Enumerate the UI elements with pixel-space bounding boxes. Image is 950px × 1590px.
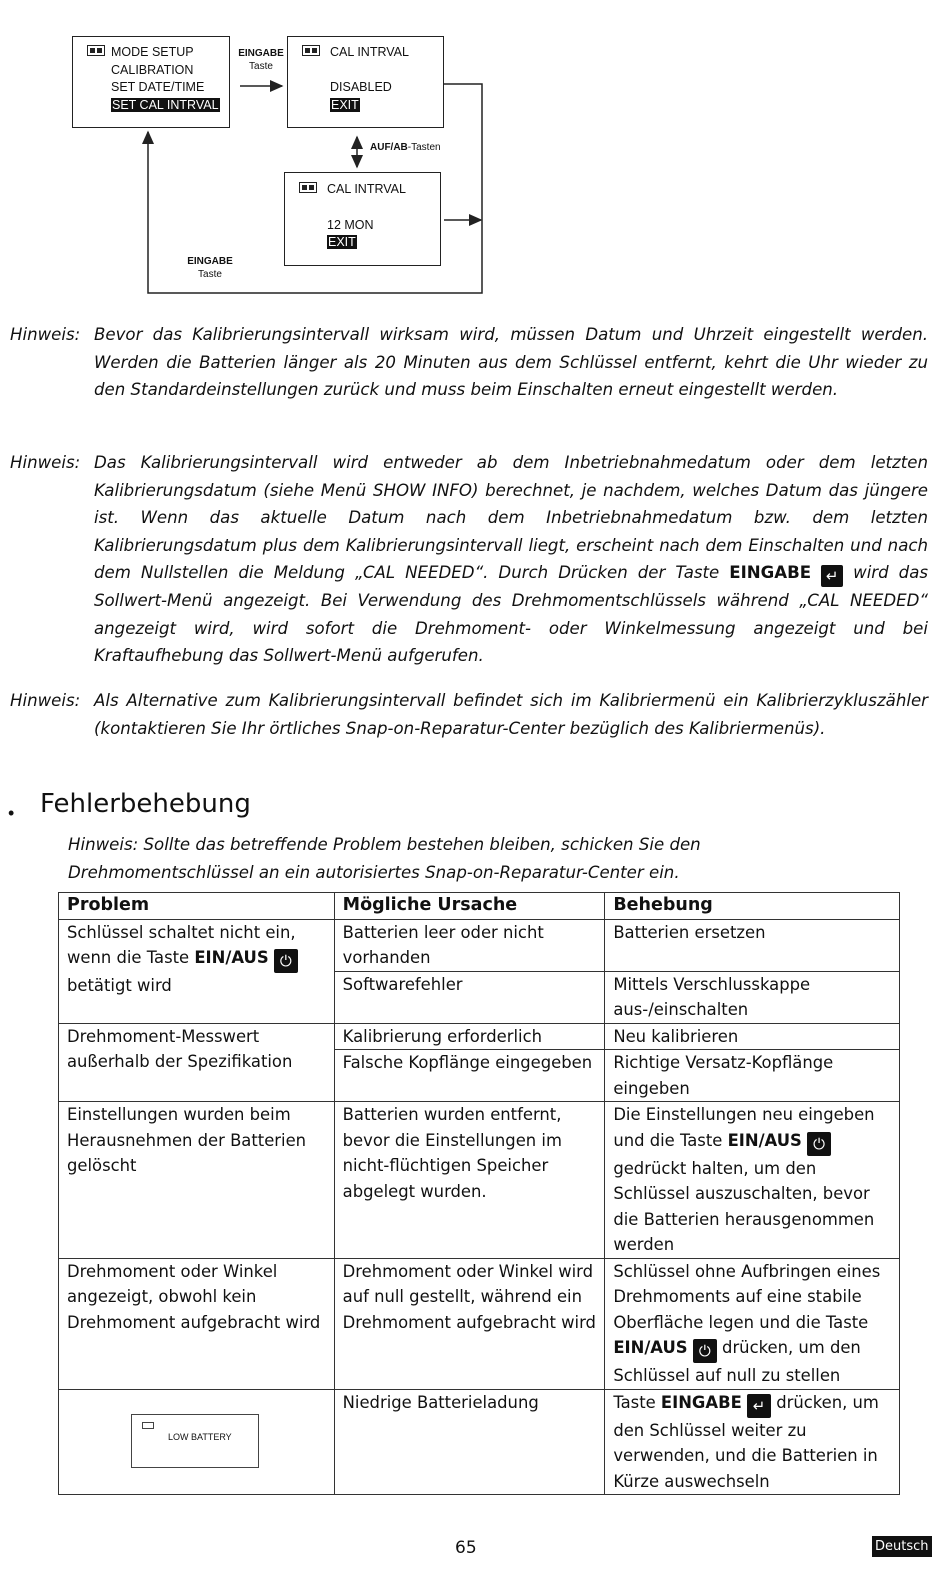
note-head: Hinweis: <box>10 691 81 710</box>
header-cell: Problem <box>59 893 335 920</box>
power-icon: ⏻ <box>693 1339 717 1363</box>
low-battery-screen <box>131 1414 259 1468</box>
problem-cell: Drehmoment-Messwert außerhalb der Spezifikation <box>59 1023 335 1102</box>
battery-icon <box>87 45 105 56</box>
battery-icon <box>302 45 320 56</box>
table-row <box>59 1023 900 1050</box>
cause-cell: Softwarefehler <box>334 971 605 1023</box>
cause-cell: Niedrige Batterieladung <box>334 1389 605 1495</box>
cause-cell: Batterien wurden entfernt, bevor die Einstellungen im nicht-flüchtigen Speicher abgelegt wurden. <box>334 1102 605 1259</box>
table-row <box>59 1389 900 1495</box>
note-text: Bevor das Kalibrierungsintervall wirksam wird, müssen Datum und Uhrzeit eingestellt werden. Werden die Batterien länger als 20 Minuten aus dem Schlüssel entfernt, kehrt die Uhr wieder zu den Standardeinstellungen zurück und muss beim Einschalten erneut eingestellt werden. <box>94 325 928 399</box>
enter-icon: ↵ <box>821 565 843 587</box>
fix-cell: Die Einstellungen neu eingeben und die Taste EIN/AUS ⏻ gedrückt halten, um den Schlüssel auszuschalten, bevor die Batterien herausgenommen werden <box>605 1102 900 1259</box>
problem-cell: Schlüssel schaltet nicht ein, wenn die Taste EIN/AUS ⏻ betätigt wird <box>59 919 335 1023</box>
enter-icon: ↵ <box>747 1394 771 1418</box>
cause-cell: Kalibrierung erforderlich <box>334 1023 605 1050</box>
key-name: EIN/AUS <box>727 1130 802 1150</box>
table-row <box>59 1102 900 1259</box>
table-row <box>59 1258 900 1389</box>
header-cell: Behebung <box>605 893 900 920</box>
page-number: 65 <box>455 1538 477 1558</box>
language-tab: Deutsch <box>872 1536 932 1557</box>
note-1 <box>10 321 928 404</box>
menu-line: SET DATE/TIME <box>111 80 205 94</box>
troubleshooting-table <box>58 892 900 1495</box>
key-name: EINGABE <box>729 563 812 582</box>
troubleshooting-note: Hinweis: Sollte das betreffende Problem bestehen bleiben, schicken Sie den Drehmomentschlüssel an ein autorisiertes Snap-on-Reparatur-Center ein. <box>68 835 701 882</box>
note-text: wird das Sollwert-Menü angezeigt. Bei Verwendung des Drehmomentschlüssels während „CAL NEEDED“ angezeigt wird, wird sofort die Drehmoment- oder Winkelmessung angezeigt und bei Kraftaufhebung das Sollwert-Menü aufgerufen. <box>94 563 929 665</box>
screen-text: LOW BATTERY <box>168 1431 232 1442</box>
arrow-label-enter: EINGABE Taste <box>238 48 284 72</box>
menu-line: CALIBRATION <box>111 63 194 77</box>
menu-screen-cal-12mon <box>284 172 441 266</box>
key-name: EINGABE <box>660 1392 742 1412</box>
cause-cell: Falsche Kopflänge eingegeben <box>334 1050 605 1102</box>
power-icon: ⏻ <box>274 949 298 973</box>
key-name: EIN/AUS <box>613 1338 688 1357</box>
exit-option: EXIT <box>331 98 359 112</box>
menu-screen-cal-disabled <box>287 36 444 128</box>
section-title: Fehlerbehebung <box>40 789 251 819</box>
table-row <box>59 919 900 971</box>
problem-cell <box>59 1389 335 1495</box>
updown-label: AUF/AB-Tasten <box>370 142 441 153</box>
battery-icon <box>299 182 317 193</box>
screen-value: DISABLED <box>330 80 392 94</box>
note-head: Hinweis: <box>10 453 81 472</box>
fix-cell: Batterien ersetzen <box>605 919 900 971</box>
fix-cell: Neu kalibrieren <box>605 1023 900 1050</box>
power-icon: ⏻ <box>807 1132 831 1156</box>
battery-icon <box>142 1422 154 1429</box>
note-2 <box>10 449 928 670</box>
header-cell: Mögliche Ursache <box>334 893 605 920</box>
menu-line: MODE SETUP <box>111 45 194 59</box>
cause-cell: Drehmoment oder Winkel wird auf null gestellt, während ein Drehmoment aufgebracht wird <box>334 1258 605 1389</box>
cause-cell: Batterien leer oder nicht vorhanden <box>334 919 605 971</box>
note-3 <box>10 687 928 742</box>
fix-cell: Taste EINGABE ↵ drücken, um den Schlüssel weiter zu verwenden, und die Batterien in Kürze auswechseln <box>605 1389 900 1495</box>
fix-cell: Mittels Verschlusskappe aus-/einschalten <box>605 971 900 1023</box>
key-name: EIN/AUS <box>194 948 269 967</box>
table-header-row <box>59 893 900 920</box>
note-text: Als Alternative zum Kalibrierungsintervall befindet sich im Kalibriermenü ein Kalibrierzykluszähler (kontaktieren Sie Ihr örtliches Snap-on-Reparatur-Center bezüglich des Kalibriermenüs). <box>94 691 928 738</box>
screen-value: 12 MON <box>327 218 374 232</box>
problem-cell: Einstellungen wurden beim Herausnehmen der Batterien gelöscht <box>59 1102 335 1259</box>
note-head: Hinweis: <box>10 325 81 344</box>
loop-label-enter: EINGABE Taste <box>187 256 233 280</box>
fix-cell: Schlüssel ohne Aufbringen eines Drehmoments auf eine stabile Oberfläche legen und die Taste EIN/AUS ⏻ drücken, um den Schlüssel auf null zu stellen <box>605 1258 900 1389</box>
screen-title: CAL INTRVAL <box>327 182 406 196</box>
screen-title: CAL INTRVAL <box>330 45 409 59</box>
note-text: Das Kalibrierungsintervall wird entweder ab dem Inbetriebnahmedatum oder dem letzten Kalibrierungsdatum (siehe Menü SHOW INFO) berechnet, je nachdem, welches Datum das jüngere ist. Wenn das aktuelle Datum nach dem Inbetriebnahmedatum bzw. dem letzten Kalibrierungsdatum plus dem Kalibrierungsintervall liegt, erscheint nach dem Einschalten und nach dem Nullstellen die Meldung „CAL NEEDED“. Durch Drücken der Taste <box>94 453 928 582</box>
menu-line-selected: SET CAL INTRVAL <box>112 98 219 112</box>
exit-option: EXIT <box>328 235 356 249</box>
problem-cell: Drehmoment oder Winkel angezeigt, obwohl kein Drehmoment aufgebracht wird <box>59 1258 335 1389</box>
fix-cell: Richtige Versatz-Kopflänge eingeben <box>605 1050 900 1102</box>
bullet: • <box>8 803 15 823</box>
menu-screen-mode-setup <box>72 36 230 128</box>
